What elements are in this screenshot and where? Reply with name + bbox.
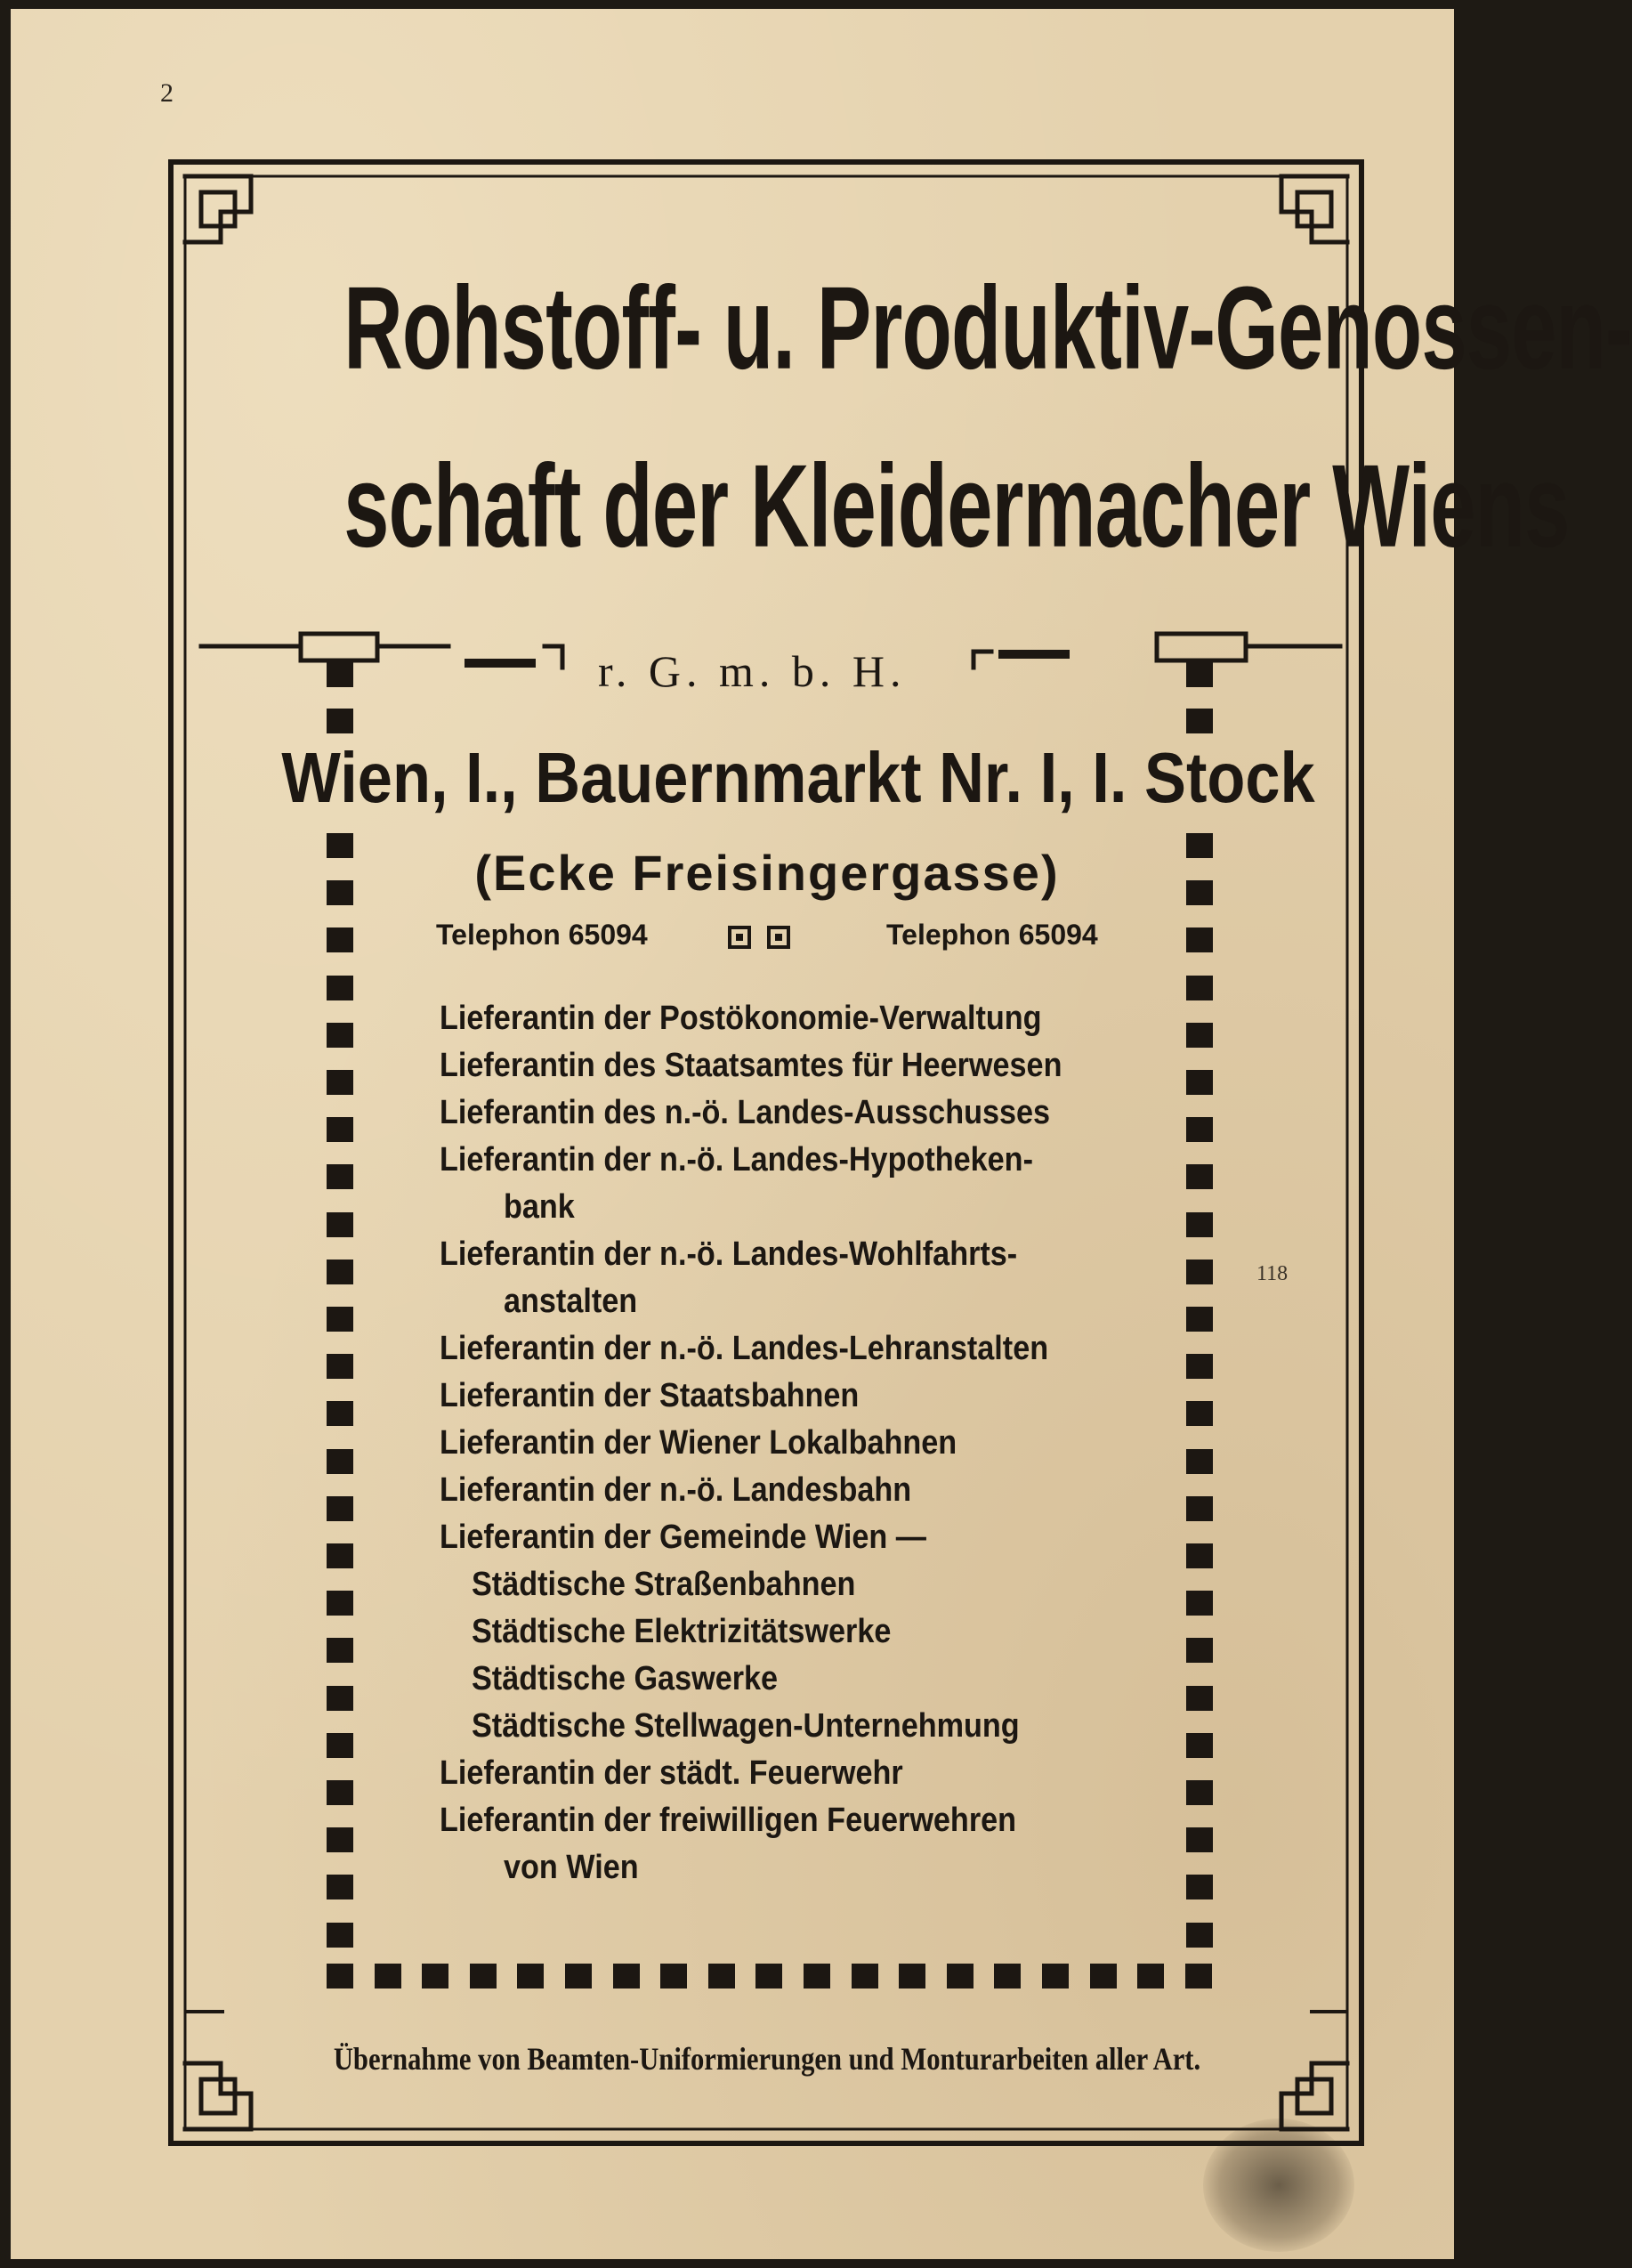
square-ornament [1186,1686,1213,1711]
square-ornament [852,1964,878,1989]
square-ornament [327,1827,353,1852]
square-ornament [470,1964,497,1989]
square-ornament [327,1401,353,1426]
square-ornament [1186,1023,1213,1048]
square-ornament [327,1070,353,1095]
square-ornament [327,1875,353,1899]
square-column-right [1186,709,1213,1948]
square-ornament-icon [767,926,790,949]
supplier-item: Lieferantin der n.-ö. Landes-Lehranstalten [440,1330,1049,1367]
square-ornament [1186,1070,1213,1095]
square-ornament [327,1964,353,1989]
square-ornament [1186,1401,1213,1426]
supplier-item: Lieferantin der Gemeinde Wien — [440,1519,927,1556]
supplier-item: Lieferantin des n.-ö. Landes-Ausschusses [440,1094,1051,1131]
supplier-item: Lieferantin der städt. Feuerwehr [440,1754,903,1792]
supplier-item: Lieferantin des Staatsamtes für Heerwesen [440,1047,1062,1084]
square-ornament [1186,1260,1213,1284]
square-ornament [327,1638,353,1663]
margin-number: 118 [1256,1262,1289,1285]
corner-ornament-bl [185,2063,251,2129]
square-ornament [1186,709,1213,733]
square-ornament [1186,1733,1213,1758]
square-ornament [565,1964,592,1989]
legal-form: r. G. m. b. H. [598,646,907,696]
square-ornament [327,1923,353,1948]
square-ornament [1186,1354,1213,1379]
square-ornament [755,1964,782,1989]
square-ornament [422,1964,448,1989]
square-row-bottom [327,1964,1212,1989]
square-ornament [1186,1591,1213,1616]
square-ornament [994,1964,1021,1989]
square-ornament [1186,1543,1213,1568]
square-ornament [1042,1964,1069,1989]
square-ornament [1186,927,1213,952]
square-ornament [660,1964,687,1989]
supplier-item: Städtische Elektrizitätswerke [472,1613,892,1650]
square-ornament [1186,1875,1213,1899]
supplier-item: anstalten [504,1283,638,1320]
supplier-item: Lieferantin der Postökonomie-Verwaltung [440,1000,1042,1037]
supplier-item: Lieferantin der Staatsbahnen [440,1377,860,1414]
square-ornament [327,1023,353,1048]
square-ornament [327,1686,353,1711]
square-ornament [1186,976,1213,1000]
divider-dash [465,659,536,668]
square-ornament [1137,1964,1164,1989]
square-ornament [1186,1780,1213,1805]
square-ornament [327,1591,353,1616]
scanned-page [11,9,1632,2259]
square-ornament [1186,1117,1213,1142]
supplier-item: Lieferantin der freiwilligen Feuerwehren [440,1802,1017,1839]
square-ornament-icon [728,926,751,949]
supplier-item: Städtische Straßenbahnen [472,1566,856,1603]
supplier-list [440,995,1151,1891]
square-ornament [804,1964,830,1989]
square-ornament [1185,1964,1212,1989]
square-ornament [327,833,353,858]
square-ornament [1186,1164,1213,1189]
square-ornament [327,1260,353,1284]
square-ornament [1090,1964,1117,1989]
square-ornament [1186,833,1213,858]
supplier-item: Städtische Gaswerke [472,1660,779,1697]
square-ornament [613,1964,640,1989]
square-ornament [375,1964,401,1989]
corner-ornament-tr [1281,176,1347,242]
square-ornament [327,1212,353,1237]
divider-knob [327,662,353,687]
square-column-left [327,709,353,1948]
square-ornament [1186,1307,1213,1332]
square-ornament [327,976,353,1000]
square-ornament [327,1780,353,1805]
square-ornament [1186,1496,1213,1521]
street-corner: (Ecke Freisingergasse) [474,845,1060,901]
title-line-2: schaft der Kleidermacher Wiens [343,441,1570,572]
supplier-item: von Wien [504,1849,639,1886]
square-ornament [327,1449,353,1474]
square-ornament [327,1733,353,1758]
supplier-item: Lieferantin der n.-ö. Landes-Wohlfahrts- [440,1235,1018,1273]
phone-ornament [728,926,806,953]
telephone-right: Telephon 65094 [886,919,1098,951]
supplier-item: Städtische Stellwagen-Unternehmung [472,1707,1020,1745]
square-ornament [1186,1212,1213,1237]
page-number: 2 [160,78,174,108]
square-ornament [327,880,353,905]
square-ornament [899,1964,925,1989]
square-ornament [327,1117,353,1142]
square-ornament [1186,1638,1213,1663]
square-ornament [327,1496,353,1521]
square-ornament [327,1307,353,1332]
square-ornament [1186,1449,1213,1474]
square-ornament [1186,1827,1213,1852]
corner-ornament-br [1281,2063,1347,2129]
square-ornament [327,1543,353,1568]
square-ornament [1186,1923,1213,1948]
telephone-left: Telephon 65094 [436,919,648,951]
supplier-item: Lieferantin der n.-ö. Landesbahn [440,1471,912,1509]
title-line-1: Rohstoff- u. Produktiv-Genossen- [343,263,1632,394]
square-ornament [327,927,353,952]
supplier-item: Lieferantin der n.-ö. Landes-Hypotheken- [440,1141,1033,1179]
supplier-item: Lieferantin der Wiener Lokalbahnen [440,1424,957,1462]
square-ornament [327,709,353,733]
square-ornament [517,1964,544,1989]
footer-note: Übernahme von Beamten-Uniformierungen und Monturarbeiten aller Art. [333,2041,1201,2077]
square-ornament [1186,880,1213,905]
square-ornament [327,1164,353,1189]
square-ornament [327,1354,353,1379]
divider-dash [998,650,1070,659]
square-ornament [947,1964,974,1989]
address: Wien, I., Bauernmarkt Nr. I, I. Stock [281,738,1315,817]
supplier-item: bank [504,1188,575,1226]
square-ornament [708,1964,735,1989]
corner-ornament-tl [185,176,251,242]
divider-knob [1186,662,1213,687]
